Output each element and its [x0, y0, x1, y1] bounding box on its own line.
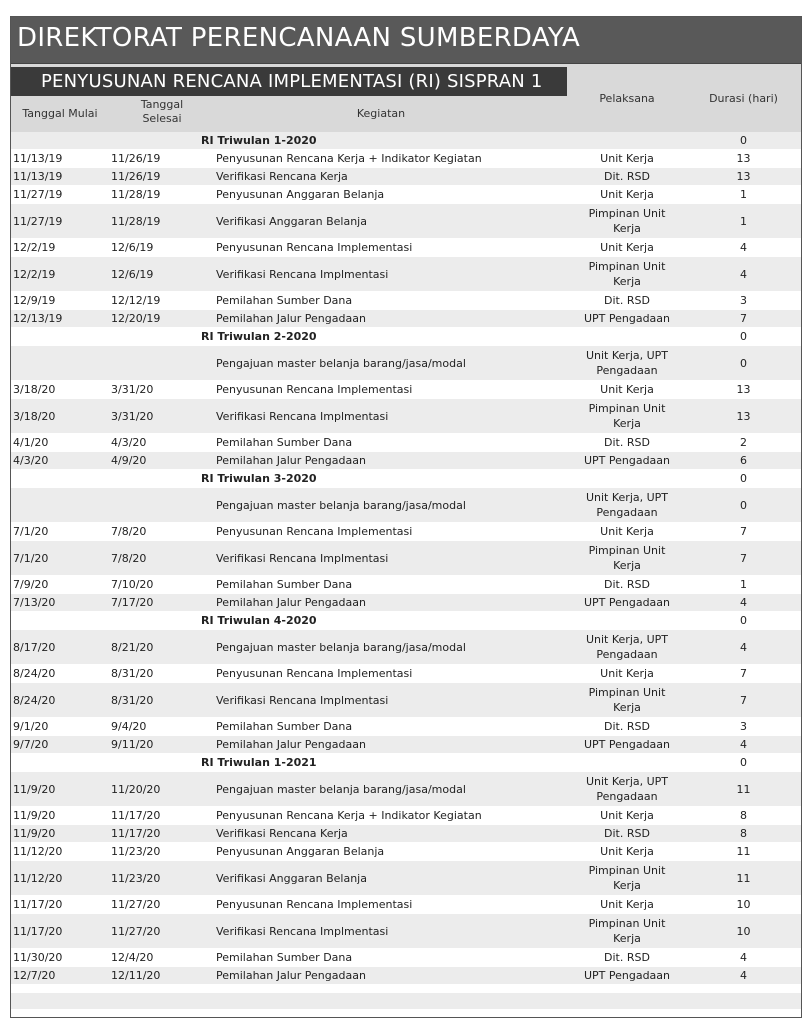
end-date-cell: 12/6/19	[111, 267, 154, 281]
executor-line1: Pimpinan Unit	[588, 544, 666, 557]
executor-text	[600, 151, 654, 166]
duration-cell: 3	[740, 294, 747, 307]
end-date-cell: 11/17/20	[111, 827, 161, 840]
executor-line1: Unit Kerja	[600, 152, 654, 165]
end-date-cell: 7/17/20	[111, 596, 154, 609]
activity-cell: Pemilahan Sumber Dana	[216, 294, 353, 307]
executor-cell	[571, 807, 683, 824]
start-date-cell: 3/18/20	[13, 383, 56, 396]
end-date-cell: 11/28/19	[111, 214, 161, 228]
start-date-cell: 12/2/19	[13, 267, 56, 281]
end-date-cell: 12/20/19	[111, 312, 161, 325]
executor-line1: UPT Pengadaan	[583, 312, 671, 325]
end-date-cell: 8/21/20	[111, 640, 154, 654]
activity-cell: Pemilahan Jalur Pengadaan	[216, 596, 366, 609]
duration-cell: 10	[736, 898, 751, 911]
executor-text	[604, 826, 650, 841]
duration-cell: 10	[736, 924, 751, 938]
start-date-cell: 11/13/19	[13, 152, 63, 165]
table-row	[11, 825, 801, 843]
table-row	[11, 186, 801, 204]
executor-text	[584, 453, 670, 468]
executor-line1: Dit. RSD	[604, 951, 650, 964]
executor-cell	[571, 914, 683, 948]
executor-line1: Pimpinan Unit	[588, 207, 666, 220]
executor-text	[600, 844, 654, 859]
executor-cell	[571, 541, 683, 575]
executor-cell	[571, 257, 683, 291]
end-date-cell: 9/4/20	[111, 720, 147, 733]
table-row	[11, 718, 801, 736]
executor-text	[604, 577, 650, 592]
executor-text	[584, 968, 670, 983]
activity-cell: Pemilahan Sumber Dana	[216, 578, 353, 591]
executor-cell	[571, 346, 683, 380]
activity-cell: Penyusunan Rencana Kerja + Indikator Kegiatan	[216, 809, 482, 822]
executor-cell	[571, 381, 683, 398]
activity-cell: Pemilahan Sumber Dana	[216, 951, 353, 964]
executor-cell	[571, 896, 683, 913]
executor-text	[604, 719, 650, 734]
executor-line2: Kerja	[613, 701, 641, 714]
end-date-cell: 7/8/20	[111, 551, 147, 565]
executor-text	[589, 259, 666, 289]
executor-cell	[571, 292, 683, 309]
executor-text	[586, 632, 668, 662]
table-row	[11, 683, 801, 718]
executor-line2: Pengadaan	[596, 364, 658, 377]
table-row	[11, 594, 801, 612]
group-label: RI Triwulan 1-2020	[201, 134, 317, 147]
executor-text	[600, 808, 654, 823]
executor-text	[589, 685, 666, 715]
duration-cell: 4	[740, 640, 747, 654]
executor-cell	[571, 239, 683, 256]
group-label: RI Triwulan 4-2020	[201, 614, 317, 627]
start-date-cell: 11/12/20	[13, 845, 63, 858]
duration-cell: 8	[740, 827, 747, 840]
activity-cell: Pengajuan master belanja barang/jasa/modal	[216, 640, 466, 654]
duration-cell: 4	[740, 267, 747, 281]
duration-cell: 7	[740, 525, 747, 538]
page-subtitle: PENYUSUNAN RENCANA IMPLEMENTASI (RI) SISPRAN 1	[41, 71, 543, 92]
table-row	[11, 150, 801, 168]
executor-cell	[571, 488, 683, 522]
executor-line1: Unit Kerja	[600, 667, 654, 680]
executor-line1: Pimpinan Unit	[588, 402, 666, 415]
end-date-cell: 7/10/20	[111, 578, 154, 591]
activity-cell: Penyusunan Rencana Implementasi	[216, 241, 413, 254]
activity-cell: Penyusunan Rencana Implementasi	[216, 898, 413, 911]
header-duration: Durasi (hari)	[709, 92, 778, 105]
duration-cell: 13	[736, 152, 751, 165]
group-row	[11, 470, 801, 488]
start-date-cell: 8/24/20	[13, 667, 56, 680]
subtitle-banner	[11, 67, 567, 96]
start-date-cell: 11/9/20	[13, 809, 56, 822]
start-date-cell: 8/17/20	[13, 640, 56, 654]
duration-cell: 3	[740, 720, 747, 733]
executor-text	[604, 950, 650, 965]
end-date-cell: 3/31/20	[111, 383, 154, 396]
executor-cell	[571, 843, 683, 860]
page-title: DIREKTORAT PERENCANAAN SUMBERDAYA	[17, 23, 581, 53]
end-date-cell: 4/9/20	[111, 454, 147, 467]
table-row	[11, 772, 801, 807]
activity-cell: Pemilahan Jalur Pengadaan	[216, 969, 366, 982]
duration-cell: 4	[740, 738, 747, 751]
end-date-cell: 11/26/19	[111, 170, 161, 183]
executor-line1: Unit Kerja	[600, 383, 654, 396]
executor-line2: Pengadaan	[596, 506, 658, 519]
executor-text	[589, 863, 666, 893]
executor-cell	[571, 576, 683, 593]
table-row	[11, 807, 801, 825]
activity-cell: Pemilahan Sumber Dana	[216, 436, 353, 449]
start-date-cell: 11/9/20	[13, 827, 56, 840]
activity-cell: Penyusunan Rencana Implementasi	[216, 525, 413, 538]
duration-cell: 7	[740, 693, 747, 707]
table-row	[11, 204, 801, 239]
executor-cell	[571, 967, 683, 984]
executor-line1: Unit Kerja, UPT	[585, 775, 669, 788]
executor-line1: UPT Pengadaan	[583, 738, 671, 751]
table-row	[11, 168, 801, 186]
executor-line1: Dit. RSD	[604, 720, 650, 733]
table-row	[11, 861, 801, 896]
table-row	[11, 346, 801, 381]
table-row	[11, 576, 801, 594]
activity-cell: Penyusunan Rencana Implementasi	[216, 383, 413, 396]
executor-text	[604, 293, 650, 308]
start-date-cell: 3/18/20	[13, 409, 56, 423]
end-date-cell: 4/3/20	[111, 436, 147, 449]
duration-cell: 7	[740, 551, 747, 565]
executor-line2: Kerja	[613, 932, 641, 945]
end-date-cell: 11/27/20	[111, 924, 161, 938]
executor-line1: Dit. RSD	[604, 170, 650, 183]
activity-cell: Verifikasi Rencana Implmentasi	[216, 409, 389, 423]
executor-text	[604, 169, 650, 184]
executor-line1: Pimpinan Unit	[588, 686, 666, 699]
executor-line1: Dit. RSD	[604, 578, 650, 591]
executor-text	[589, 401, 666, 431]
start-date-cell: 12/9/19	[13, 294, 56, 307]
group-row	[11, 132, 801, 150]
executor-cell	[571, 736, 683, 753]
executor-cell	[571, 825, 683, 842]
executor-line1: Dit. RSD	[604, 294, 650, 307]
activity-cell: Pengajuan master belanja barang/jasa/modal	[216, 782, 466, 796]
executor-line2: Kerja	[613, 559, 641, 572]
start-date-cell: 9/7/20	[13, 738, 49, 751]
duration-cell: 1	[740, 578, 747, 591]
end-date-cell: 8/31/20	[111, 667, 154, 680]
table-row	[11, 310, 801, 328]
duration-cell: 1	[740, 188, 747, 201]
end-date-cell: 12/11/20	[111, 969, 161, 982]
executor-line1: Unit Kerja, UPT	[585, 491, 669, 504]
executor-line2: Pengadaan	[596, 790, 658, 803]
activity-cell: Verifikasi Rencana Implmentasi	[216, 551, 389, 565]
executor-line2: Kerja	[613, 275, 641, 288]
duration-cell: 13	[736, 383, 751, 396]
executor-text	[600, 666, 654, 681]
executor-line1: Dit. RSD	[604, 436, 650, 449]
start-date-cell: 12/7/20	[13, 969, 56, 982]
table-header	[11, 64, 801, 132]
table-footer-filler	[11, 993, 801, 1009]
activity-cell: Verifikasi Anggaran Belanja	[216, 871, 367, 885]
end-date-cell: 11/26/19	[111, 152, 161, 165]
executor-line1: Pimpinan Unit	[588, 864, 666, 877]
activity-cell: Pemilahan Jalur Pengadaan	[216, 312, 366, 325]
executor-cell	[571, 594, 683, 611]
executor-text	[604, 435, 650, 450]
end-date-cell: 12/4/20	[111, 951, 154, 964]
table-row	[11, 452, 801, 470]
executor-line1: UPT Pengadaan	[583, 596, 671, 609]
activity-cell: Pemilahan Jalur Pengadaan	[216, 738, 366, 751]
table-row	[11, 949, 801, 967]
activity-cell: Penyusunan Rencana Kerja + Indikator Kegiatan	[216, 152, 482, 165]
duration-cell: 11	[736, 845, 751, 858]
executor-line1: Pimpinan Unit	[588, 260, 666, 273]
table-row	[11, 381, 801, 399]
executor-line2: Kerja	[613, 417, 641, 430]
executor-line2: Pengadaan	[596, 648, 658, 661]
duration-cell: 7	[740, 667, 747, 680]
duration-cell: 0	[740, 356, 747, 370]
table-row	[11, 967, 801, 985]
activity-cell: Pemilahan Sumber Dana	[216, 720, 353, 733]
end-date-cell	[111, 488, 201, 522]
table-row	[11, 630, 801, 665]
activity-cell: Verifikasi Rencana Implmentasi	[216, 924, 389, 938]
end-date-cell	[111, 346, 201, 380]
schedule-sheet	[10, 16, 802, 1018]
duration-cell: 0	[740, 472, 747, 485]
executor-text	[600, 187, 654, 202]
executor-line2: Kerja	[613, 879, 641, 892]
table-row	[11, 896, 801, 914]
duration-cell: 0	[740, 330, 747, 343]
end-date-cell: 7/8/20	[111, 525, 147, 538]
end-date-cell: 9/11/20	[111, 738, 154, 751]
start-date-cell: 12/2/19	[13, 241, 56, 254]
executor-cell	[571, 861, 683, 895]
executor-cell	[571, 665, 683, 682]
executor-cell	[571, 186, 683, 203]
title-bar	[11, 17, 801, 64]
start-date-cell: 9/1/20	[13, 720, 49, 733]
start-date-cell: 11/30/20	[13, 951, 63, 964]
executor-line1: Unit Kerja, UPT	[585, 633, 669, 646]
group-label: RI Triwulan 1-2021	[201, 756, 317, 769]
table-row	[11, 488, 801, 523]
duration-cell: 0	[740, 498, 747, 512]
activity-cell: Penyusunan Anggaran Belanja	[216, 188, 385, 201]
end-date-cell: 11/28/19	[111, 188, 161, 201]
executor-line1: Unit Kerja	[600, 241, 654, 254]
start-date-cell: 11/13/19	[13, 170, 63, 183]
duration-cell: 0	[740, 134, 747, 147]
duration-cell: 4	[740, 241, 747, 254]
end-date-cell: 11/20/20	[111, 782, 161, 796]
executor-cell	[571, 683, 683, 717]
duration-cell: 4	[740, 951, 747, 964]
activity-cell: Verifikasi Rencana Implmentasi	[216, 693, 389, 707]
activity-cell: Pengajuan master belanja barang/jasa/modal	[216, 356, 466, 370]
group-label: RI Triwulan 3-2020	[201, 472, 317, 485]
start-date-cell: 4/3/20	[13, 454, 49, 467]
table-body	[11, 132, 801, 985]
table-row	[11, 257, 801, 292]
duration-cell: 0	[740, 614, 747, 627]
executor-text	[586, 490, 668, 520]
executor-line2: Kerja	[613, 222, 641, 235]
group-label: RI Triwulan 2-2020	[201, 330, 317, 343]
executor-text	[600, 897, 654, 912]
executor-line1: Unit Kerja	[600, 188, 654, 201]
executor-cell	[571, 204, 683, 238]
executor-line1: Unit Kerja	[600, 898, 654, 911]
start-date-cell: 11/17/20	[13, 898, 63, 911]
header-end-date-line1: Tanggal	[140, 98, 184, 111]
group-row	[11, 328, 801, 346]
executor-text	[589, 543, 666, 573]
duration-cell: 11	[736, 871, 751, 885]
duration-cell: 4	[740, 596, 747, 609]
activity-cell: Verifikasi Rencana Kerja	[216, 170, 348, 183]
executor-line1: UPT Pengadaan	[583, 969, 671, 982]
end-date-cell: 11/17/20	[111, 809, 161, 822]
table-row	[11, 523, 801, 541]
duration-cell: 2	[740, 436, 747, 449]
start-date-cell: 7/13/20	[13, 596, 56, 609]
activity-cell: Penyusunan Rencana Implementasi	[216, 667, 413, 680]
duration-cell: 13	[736, 409, 751, 423]
end-date-cell: 11/23/20	[111, 871, 161, 885]
executor-line1: Unit Kerja	[600, 525, 654, 538]
duration-cell: 6	[740, 454, 747, 467]
duration-cell: 0	[740, 756, 747, 769]
executor-cell	[571, 718, 683, 735]
start-date-cell: 11/17/20	[13, 924, 63, 938]
executor-cell	[571, 452, 683, 469]
end-date-cell: 11/27/20	[111, 898, 161, 911]
header-end-date-line2: Selesai	[142, 112, 182, 125]
executor-text	[589, 916, 666, 946]
activity-cell: Verifikasi Anggaran Belanja	[216, 214, 367, 228]
header-start-date: Tanggal Mulai	[22, 107, 98, 120]
table-row	[11, 239, 801, 257]
duration-cell: 8	[740, 809, 747, 822]
start-date-cell	[13, 346, 105, 380]
executor-cell	[571, 523, 683, 540]
table-row	[11, 292, 801, 310]
executor-text	[584, 737, 670, 752]
executor-cell	[571, 630, 683, 664]
executor-text	[600, 240, 654, 255]
table-row	[11, 736, 801, 754]
executor-line1: Unit Kerja	[600, 809, 654, 822]
header-activity: Kegiatan	[356, 107, 406, 120]
start-date-cell: 11/27/19	[13, 188, 63, 201]
duration-cell: 11	[736, 782, 751, 796]
executor-cell	[571, 399, 683, 433]
executor-cell	[571, 150, 683, 167]
executor-line1: Pimpinan Unit	[588, 917, 666, 930]
table-row	[11, 914, 801, 949]
executor-line1: Dit. RSD	[604, 827, 650, 840]
table-row	[11, 665, 801, 683]
executor-text	[584, 311, 670, 326]
executor-text	[589, 206, 666, 236]
executor-text	[584, 595, 670, 610]
duration-cell: 7	[740, 312, 747, 325]
activity-cell: Verifikasi Rencana Kerja	[216, 827, 348, 840]
executor-text	[586, 348, 668, 378]
executor-line1: Unit Kerja	[600, 845, 654, 858]
table-row	[11, 434, 801, 452]
start-date-cell: 7/1/20	[13, 525, 49, 538]
duration-cell: 1	[740, 214, 747, 228]
start-date-cell: 8/24/20	[13, 693, 56, 707]
start-date-cell: 11/9/20	[13, 782, 56, 796]
executor-text	[586, 774, 668, 804]
executor-line1: UPT Pengadaan	[583, 454, 671, 467]
start-date-cell: 4/1/20	[13, 436, 49, 449]
executor-cell	[571, 310, 683, 327]
executor-cell	[571, 772, 683, 806]
executor-text	[600, 382, 654, 397]
executor-cell	[571, 168, 683, 185]
table-row	[11, 843, 801, 861]
table-row	[11, 399, 801, 434]
end-date-cell: 8/31/20	[111, 693, 154, 707]
end-date-cell: 12/6/19	[111, 241, 154, 254]
activity-cell: Pengajuan master belanja barang/jasa/modal	[216, 498, 466, 512]
start-date-cell: 7/9/20	[13, 578, 49, 591]
duration-cell: 4	[740, 969, 747, 982]
end-date-cell: 11/23/20	[111, 845, 161, 858]
executor-line1: Unit Kerja, UPT	[585, 349, 669, 362]
executor-text	[600, 524, 654, 539]
activity-cell: Verifikasi Rencana Implmentasi	[216, 267, 389, 281]
duration-cell: 13	[736, 170, 751, 183]
start-date-cell: 7/1/20	[13, 551, 49, 565]
end-date-cell: 3/31/20	[111, 409, 154, 423]
table-row	[11, 541, 801, 576]
activity-cell: Pemilahan Jalur Pengadaan	[216, 454, 366, 467]
start-date-cell	[13, 488, 105, 522]
executor-cell	[571, 434, 683, 451]
start-date-cell: 11/27/19	[13, 214, 63, 228]
start-date-cell: 12/13/19	[13, 312, 63, 325]
start-date-cell: 11/12/20	[13, 871, 63, 885]
executor-cell	[571, 949, 683, 966]
group-row	[11, 612, 801, 630]
activity-cell: Penyusunan Anggaran Belanja	[216, 845, 385, 858]
group-row	[11, 754, 801, 772]
header-executor: Pelaksana	[599, 92, 655, 105]
header-end-date	[117, 98, 207, 126]
end-date-cell: 12/12/19	[111, 294, 161, 307]
